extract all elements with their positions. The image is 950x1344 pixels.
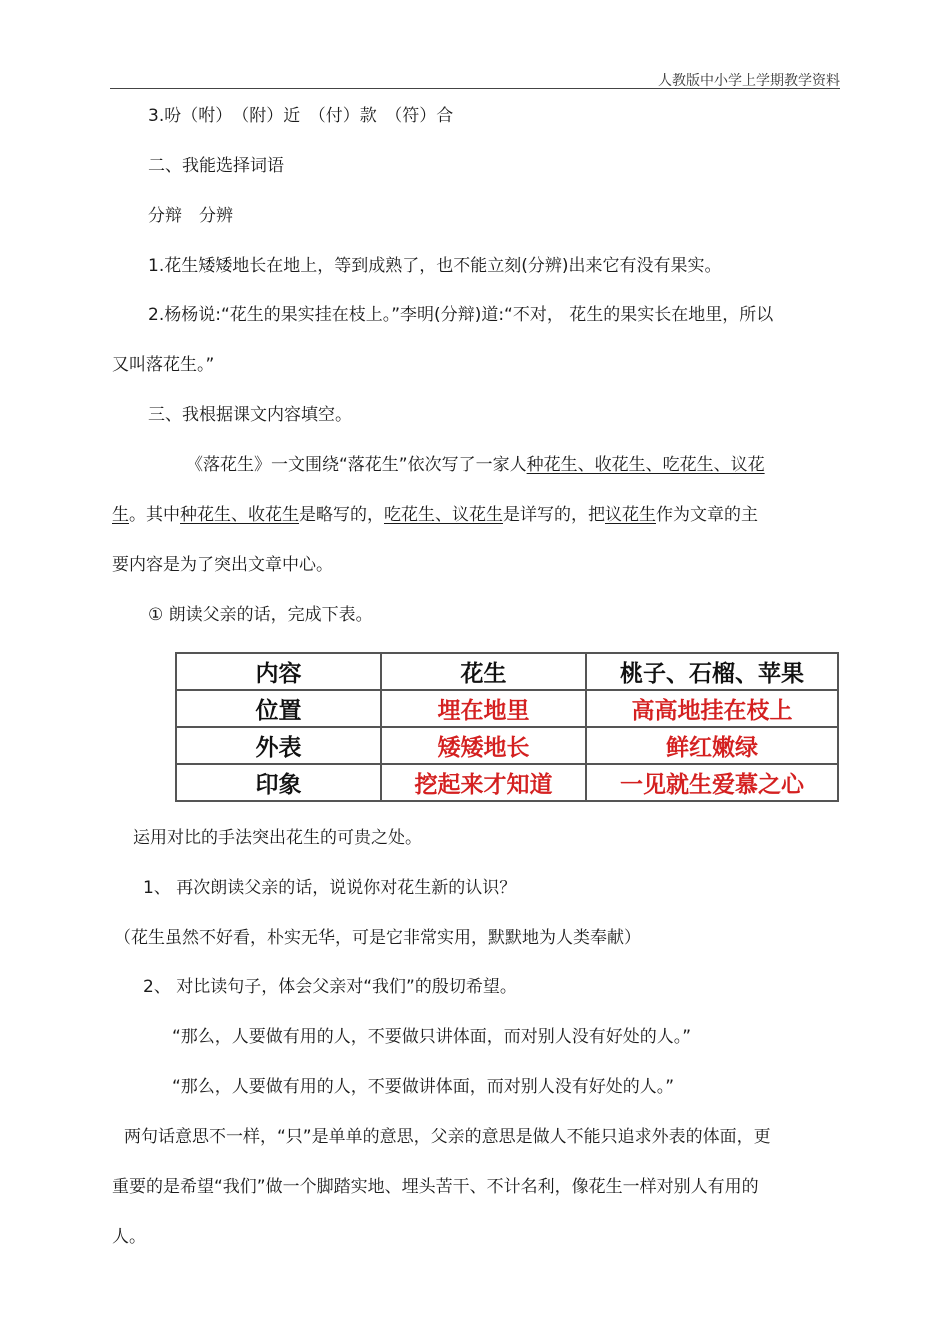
after-question-1: 1、 再次朗读父亲的话，说说你对花生新的认识？ [143, 878, 517, 898]
fill-answer: 议花生 [605, 505, 656, 525]
section-2-title: 二、我能选择词语 [148, 156, 284, 176]
fill-answer: 生 [112, 505, 129, 525]
row-label: 印象 [176, 764, 381, 801]
table-row [176, 764, 838, 801]
item-3: 3.吩（咐） （附）近 （付）款 （符）合 [148, 106, 454, 126]
conclusion-line-1: 两句话意思不一样，“只”是单单的意思，父亲的意思是做人不能只追求外表的体面，更 [124, 1127, 771, 1147]
table-header-row [176, 653, 838, 690]
conclusion-line-2: 重要的是希望“我们”做一个脚踏实地、埋头苦干、不计名利，像花生一样对别人有用的 [112, 1177, 759, 1197]
table-row [176, 690, 838, 727]
row-label: 外表 [176, 727, 381, 764]
question-2-line-1: 2.杨杨说:“花生的果实挂在枝上。”李明(分辩)道:“不对， 花生的果实长在地里，所以 [148, 305, 774, 325]
table-header-cell: 桃子、石榴、苹果 [586, 653, 838, 690]
conclusion-line-3: 人。 [112, 1227, 146, 1247]
table-row [176, 727, 838, 764]
answer-cell: 鲜红嫩绿 [586, 727, 838, 764]
fill-answer: 种花生、收花生 [180, 505, 299, 525]
fill-text: 《落花生》一文围绕“落花生”依次写了一家人 [186, 455, 527, 475]
section-3-title: 三、我根据课文内容填空。 [148, 405, 352, 425]
fill-paragraph-line-1 [186, 453, 765, 477]
answer-cell: 挖起来才知道 [381, 764, 586, 801]
question-1: 1.花生矮矮地长在地上，等到成熟了，也不能立刻(分辨)出来它有没有果实。 [148, 256, 722, 276]
quoted-sentence-2: “那么，人要做有用的人，不要做讲体面，而对别人没有好处的人。” [172, 1077, 675, 1097]
table-task: ① 朗读父亲的话，完成下表。 [148, 605, 373, 625]
word-choices: 分辩 分辨 [148, 206, 233, 226]
fill-text: 。其中 [129, 505, 180, 525]
quoted-sentence-1: “那么，人要做有用的人，不要做只讲体面，而对别人没有好处的人。” [172, 1027, 692, 1047]
fill-paragraph-line-3: 要内容是为了突出文章中心。 [112, 555, 333, 575]
after-question-2: 2、 对比读句子，体会父亲对“我们”的殷切希望。 [143, 977, 517, 997]
table-header-cell: 内容 [176, 653, 381, 690]
contrast-note: 运用对比的手法突出花生的可贵之处。 [133, 828, 422, 848]
comparison-table [175, 652, 839, 802]
answer-cell: 高高地挂在枝上 [586, 690, 838, 727]
after-answer-1: （花生虽然不好看，朴实无华，可是它非常实用，默默地为人类奉献） [114, 928, 641, 948]
fill-answer: 吃花生、议花生 [384, 505, 503, 525]
question-2-line-2: 又叫落花生。” [112, 355, 215, 375]
row-label: 位置 [176, 690, 381, 727]
answer-cell: 一见就生爱慕之心 [586, 764, 838, 801]
answer-cell: 矮矮地长 [381, 727, 586, 764]
fill-text: 是详写的，把 [503, 505, 605, 525]
answer-cell: 埋在地里 [381, 690, 586, 727]
fill-answer: 种花生、收花生、吃花生、议花 [526, 455, 765, 475]
fill-text: 作为文章的主 [656, 505, 758, 525]
header-text: 人教版中小学上学期教学资料 [658, 73, 840, 89]
fill-text: 是略写的， [299, 505, 384, 525]
table-header-cell: 花生 [381, 653, 586, 690]
fill-paragraph-line-2 [112, 503, 758, 527]
header-rule [110, 88, 840, 89]
